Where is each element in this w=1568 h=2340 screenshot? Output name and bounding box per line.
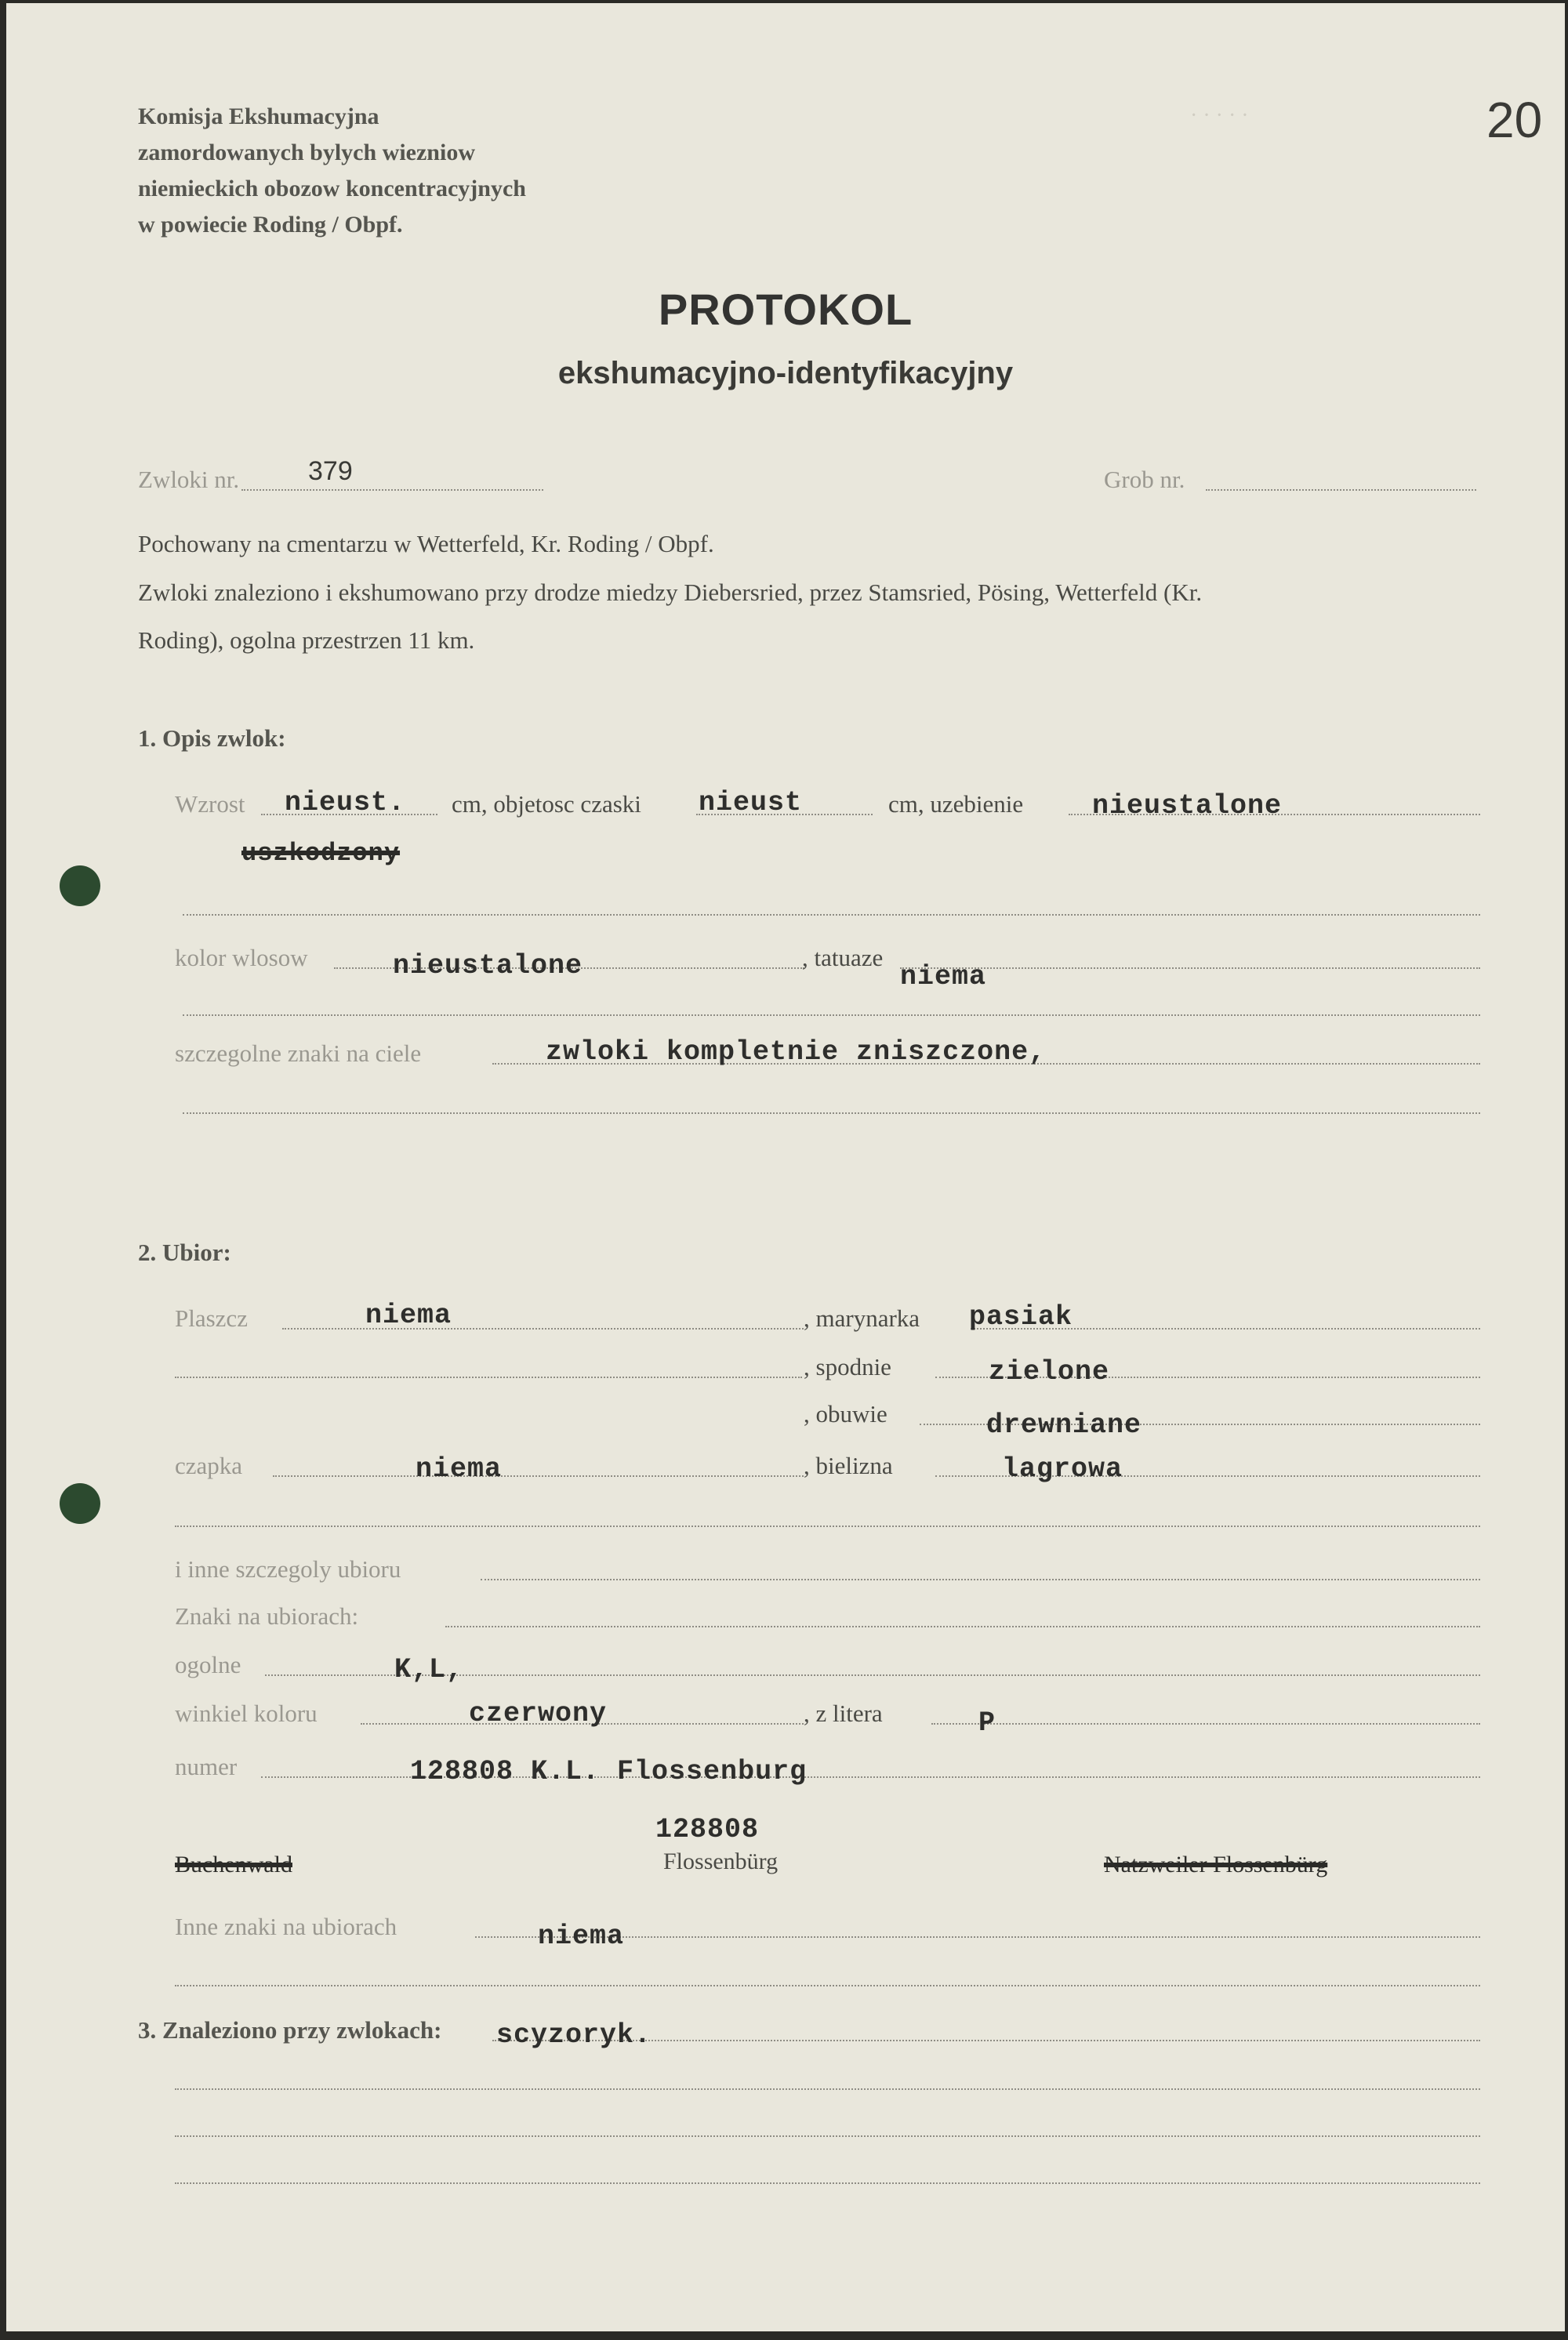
commission-header bbox=[138, 99, 526, 243]
spodnie-label: , spodnie bbox=[804, 1353, 891, 1380]
ogolne-value: K,L, bbox=[394, 1654, 464, 1685]
org-line-1: Komisja Ekshumacyjna bbox=[138, 103, 379, 129]
winkiel-label: winkiel koloru bbox=[175, 1700, 318, 1727]
page-number: 20 bbox=[1486, 92, 1543, 148]
marynarka-value: pasiak bbox=[969, 1301, 1073, 1333]
spodnie-value: zielone bbox=[989, 1356, 1110, 1388]
czaszka-label: cm, objetosc czaski bbox=[452, 790, 641, 818]
inne-znaki-label: Inne znaki na ubiorach bbox=[175, 1913, 397, 1940]
punch-hole-bottom bbox=[60, 1483, 100, 1524]
section-2-heading: 2. Ubior: bbox=[138, 1239, 231, 1266]
marynarka-label: , marynarka bbox=[804, 1304, 920, 1332]
znaki-na-ciele-label: szczegolne znaki na ciele bbox=[175, 1039, 422, 1067]
section-3-value: scyzoryk. bbox=[496, 2019, 652, 2051]
uzebienie-value: nieustalone bbox=[1092, 790, 1283, 822]
obuwie-label: , obuwie bbox=[804, 1400, 887, 1428]
inne-szczegoly-label: i inne szczegoly ubioru bbox=[175, 1555, 401, 1583]
plaszcz-label: Plaszcz bbox=[175, 1304, 248, 1332]
punch-hole-top bbox=[60, 865, 100, 906]
wzrost-value: nieust. bbox=[285, 787, 406, 818]
czapka-value: niema bbox=[416, 1453, 503, 1485]
section-1-heading: 1. Opis zwlok: bbox=[138, 724, 286, 752]
inne-znaki-value: niema bbox=[538, 1921, 625, 1952]
kolor-wlosow-label: kolor wlosow bbox=[175, 944, 308, 971]
numer-label: numer bbox=[175, 1753, 238, 1780]
struck-out-word: uszkodzony bbox=[241, 839, 401, 868]
buchenwald-struck: Buchenwald bbox=[175, 1852, 292, 1877]
grob-label: Grob nr. bbox=[1104, 466, 1185, 493]
camp-names-struck: Natzweiler Flossenbürg bbox=[1104, 1852, 1328, 1877]
found-location-line-1: Zwloki znaleziono i ekshumowano przy drodze miedzy Diebersried, przez Stamsried, Pösing, Wetterfeld (Kr. bbox=[138, 579, 1203, 606]
bleedthrough-text: · · · · · bbox=[1190, 103, 1249, 128]
zwloki-number: 379 bbox=[308, 456, 353, 486]
org-line-3: niemieckich obozow koncentracyjnych bbox=[138, 176, 526, 201]
document-title: PROTOKOL bbox=[658, 285, 913, 334]
litera-value: P bbox=[978, 1707, 996, 1739]
center-prisoner-number: 128808 bbox=[655, 1814, 760, 1845]
znaki-na-ubiorach-label: Znaki na ubiorach: bbox=[175, 1602, 359, 1630]
kolor-wlosow-value: nieustalone bbox=[393, 950, 583, 981]
wzrost-label: Wzrost bbox=[175, 790, 245, 818]
bielizna-value: lagrowa bbox=[1002, 1453, 1123, 1485]
org-line-4: w powiecie Roding / Obpf. bbox=[138, 212, 403, 238]
tatuaze-value: niema bbox=[900, 961, 987, 992]
numer-value: 128808 K.L. Flossenburg bbox=[410, 1756, 808, 1787]
document-subtitle: ekshumacyjno-identyfikacyjny bbox=[557, 356, 1014, 390]
czapka-label: czapka bbox=[175, 1452, 243, 1479]
tatuaze-label: , tatuaze bbox=[802, 944, 884, 971]
ogolne-label: ogolne bbox=[175, 1651, 241, 1678]
litera-label: , z litera bbox=[804, 1700, 883, 1727]
org-line-2: zamordowanych bylych wiezniow bbox=[138, 140, 475, 165]
found-location-line-2: Roding), ogolna przestrzen 11 km. bbox=[138, 626, 475, 654]
zwloki-label: Zwloki nr. bbox=[138, 466, 240, 493]
uzebienie-label: cm, uzebienie bbox=[888, 790, 1024, 818]
section-3-heading: 3. Znaleziono przy zwlokach: bbox=[138, 2016, 442, 2044]
burial-place-text: Pochowany na cmentarzu w Wetterfeld, Kr. Roding / Obpf. bbox=[138, 530, 714, 557]
znaki-na-ciele-value: zwloki kompletnie zniszczone, bbox=[546, 1036, 1047, 1068]
bielizna-label: , bielizna bbox=[804, 1452, 893, 1479]
winkiel-value: czerwony bbox=[469, 1698, 608, 1729]
protocol-page bbox=[6, 3, 1565, 2331]
center-camp-name: Flossenbürg bbox=[663, 1848, 779, 1874]
plaszcz-value: niema bbox=[365, 1300, 452, 1331]
obuwie-value: drewniane bbox=[986, 1409, 1142, 1441]
czaszka-value: nieust bbox=[699, 787, 803, 818]
